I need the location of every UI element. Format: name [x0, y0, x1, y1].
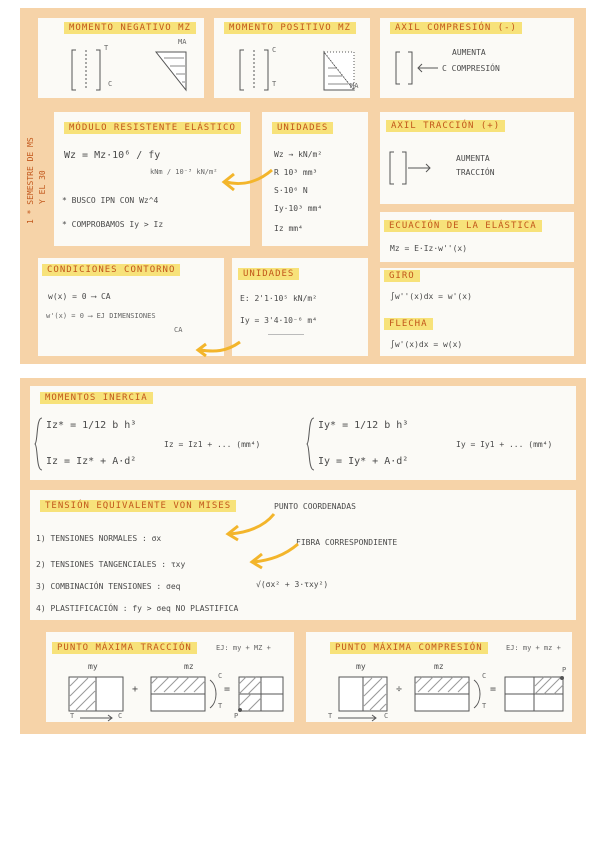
momento-negativo-label-ma: MA: [178, 38, 187, 46]
traccion-mz-section-icon: [150, 676, 206, 712]
side-note-line-1: 1 * SEMESTRE DE MS: [26, 137, 35, 224]
momentos-y2: Iy = Iy* + A·d²: [318, 456, 409, 467]
momento-negativo-label-c: C: [108, 80, 113, 88]
flecha-formula: ∫w'(x)dx = w(x): [390, 340, 463, 349]
tension-item-3: 3) COMBINACIÓN TENSIONES : σeq: [36, 582, 181, 591]
panel-unidades-2: [232, 258, 368, 356]
momentos-y1: Iy* = 1/12 b h³: [318, 420, 409, 431]
elastica-formula: Mz = E·Iz·w''(x): [390, 244, 468, 253]
momento-positivo-title: MOMENTO POSITIVO MZ: [224, 22, 356, 34]
right-brace-icon: [306, 416, 316, 472]
panel-momento-positivo: [214, 18, 370, 98]
traccion-title: PUNTO MÁXIMA TRACCIÓN: [52, 642, 197, 654]
tension-title: TENSIÓN EQUIVALENTE VON MISES: [40, 500, 236, 512]
condiciones-line-1: w(x) = 0 ⟶ CA: [48, 292, 111, 301]
compresion-title: PUNTO MÁXIMA COMPRESIÓN: [330, 642, 488, 654]
momentos-z2: Iz = Iz* + A·d²: [46, 456, 137, 467]
giro-formula: ∫w''(x)dx = w'(x): [390, 292, 472, 301]
compresion-divide: ÷: [396, 684, 403, 695]
panel-maxima-traccion: [46, 632, 294, 722]
unidades-1-line-3: S·10⁶ N: [274, 186, 308, 195]
tension-item-2: 2) TENSIONES TANGENCIALES : τxy: [36, 560, 186, 569]
traccion-result-section-icon: [238, 676, 284, 712]
panel-momentos-inercia: [30, 386, 576, 480]
traccion-axis-c: C: [118, 712, 123, 720]
momento-positivo-label-t: T: [272, 80, 277, 88]
panel-elastica: [380, 212, 574, 262]
compresion-arrow-c: C: [482, 672, 487, 680]
momento-negativo-label-t: T: [104, 44, 109, 52]
traccion-point-p: P: [234, 712, 239, 720]
tension-bar-icon: [388, 148, 448, 188]
traccion-plus: +: [132, 684, 139, 695]
side-note-line-2: Y EL 30: [38, 170, 47, 204]
axil-compresion-line-2: C COMPRESIÓN: [442, 64, 500, 73]
tension-sqrt: √(σx² + 3·τxy²): [256, 580, 329, 589]
condiciones-line-3: CA: [174, 326, 183, 334]
flecha-title: FLECHA: [384, 318, 433, 330]
giro-title: GIRO: [384, 270, 420, 282]
panel-axil-traccion: [380, 112, 574, 204]
arrow-to-condiciones-icon: [194, 338, 244, 358]
arrow-to-modulo-icon: [218, 166, 278, 196]
panel-tension-von-mises: [30, 490, 576, 620]
axil-traccion-title: AXIL TRACCIÓN (+): [386, 120, 505, 132]
traccion-arrow-c: C: [218, 672, 223, 680]
compresion-equals: =: [490, 684, 497, 695]
traccion-my-label: my: [88, 662, 98, 671]
unidades-2-line-1: E: 2'1·10⁵ kN/m²: [240, 294, 318, 303]
modulo-note-2: * COMPROBAMOS Iy > Iz: [62, 220, 164, 229]
modulo-note-1: * BUSCO IPN CON Wz^4: [62, 196, 159, 205]
panel-giro-flecha: [380, 268, 574, 356]
compresion-point-p: P: [562, 666, 567, 674]
arrow-to-tangenciales-icon: [244, 540, 304, 570]
unidades-2-line-2: Iy = 3'4·10⁻⁶ m⁴: [240, 316, 318, 325]
momentos-z1: Iz* = 1/12 b h³: [46, 420, 137, 431]
tension-callout-1: PUNTO COORDENADAS: [274, 502, 356, 511]
traccion-arrow-t: T: [218, 702, 223, 710]
momentos-y3: Iy = Iy1 + ... (mm⁴): [456, 440, 553, 449]
condiciones-line-2: w'(x) = 0 ⟶ EJ DIMENSIONES: [46, 312, 156, 320]
unidades-1-line-4: Iy·10³ mm⁴: [274, 204, 323, 213]
compresion-my-label: my: [356, 662, 366, 671]
momentos-z3: Iz = Iz1 + ... (mm⁴): [164, 440, 261, 449]
modulo-title: MÓDULO RESISTENTE ELÁSTICO: [64, 122, 241, 134]
compresion-my-section-icon: [338, 676, 388, 712]
axil-compresion-title: AXIL COMPRESIÓN (-): [390, 22, 522, 34]
unidades-2-underline: [268, 334, 304, 335]
compresion-result-section-icon: [504, 676, 564, 712]
panel-maxima-compresion: [306, 632, 572, 722]
compresion-axis-t: T: [328, 712, 333, 720]
unidades-1-line-5: Iz mm⁴: [274, 224, 303, 233]
axil-traccion-line-2: TRACCIÓN: [456, 168, 495, 177]
compresion-arrow-t: T: [482, 702, 487, 710]
momento-negativo-title: MOMENTO NEGATIVO MZ: [64, 22, 196, 34]
traccion-axis-t: T: [70, 712, 75, 720]
compresion-axis-c: C: [384, 712, 389, 720]
panel-axil-compresion: [380, 18, 574, 98]
modulo-formula-1: Wz = Mz·10⁶ / fy: [64, 150, 161, 161]
panel-momento-negativo: [38, 18, 204, 98]
traccion-note: EJ: my + MZ +: [216, 644, 271, 652]
compresion-mz-label: mz: [434, 662, 444, 671]
tension-callout-2: FIBRA CORRESPONDIENTE: [296, 538, 398, 547]
momento-positivo-label-c: C: [272, 46, 277, 54]
traccion-equals: =: [224, 684, 231, 695]
compresion-note: EJ: my + mz +: [506, 644, 561, 652]
momento-positivo-label-ma: MA: [350, 82, 359, 90]
traccion-axis-arrow-icon: [78, 714, 118, 722]
negative-moment-diagram-icon: [46, 42, 196, 92]
axil-compresion-line-1: AUMENTA: [452, 48, 486, 57]
unidades-2-title: UNIDADES: [238, 268, 299, 280]
unidades-1-line-2: R 10³ mm³: [274, 168, 318, 177]
modulo-formula-2: kNm / 10⁻³ kN/m²: [150, 168, 218, 176]
axil-traccion-line-1: AUMENTA: [456, 154, 490, 163]
unidades-1-title: UNIDADES: [272, 122, 333, 134]
momentos-title: MOMENTOS INERCIA: [40, 392, 153, 404]
elastica-title: ECUACIÓN DE LA ELÁSTICA: [384, 220, 542, 232]
condiciones-title: CONDICIONES CONTORNO: [42, 264, 180, 276]
tension-item-1: 1) TENSIONES NORMALES : σx: [36, 534, 162, 543]
compresion-axis-arrow-icon: [336, 714, 382, 722]
traccion-my-section-icon: [68, 676, 124, 712]
tension-item-4: 4) PLASTIFICACIÓN : fy > σeq NO PLASTIFICA: [36, 604, 239, 613]
compresion-mz-section-icon: [414, 676, 470, 712]
traccion-mz-label: mz: [184, 662, 194, 671]
left-brace-icon: [34, 416, 44, 472]
unidades-1-line-1: Wz → kN/m²: [274, 150, 323, 159]
arrow-to-normales-icon: [218, 512, 278, 542]
